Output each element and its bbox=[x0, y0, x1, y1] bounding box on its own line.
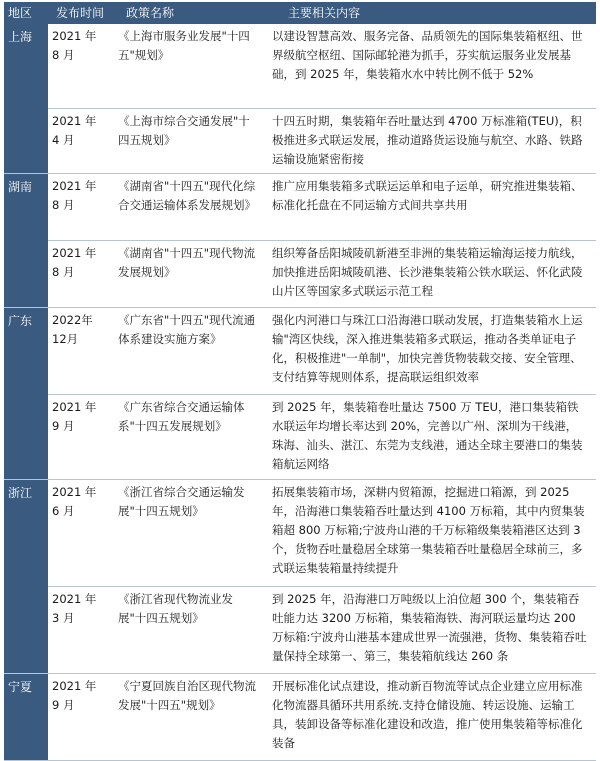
policy-name: 《上海市服务业发展"十四五"规划》 bbox=[118, 29, 250, 62]
region-name: 宁夏 bbox=[4, 674, 48, 760]
header-policy: 政策名称 bbox=[126, 5, 175, 20]
policy-name: 《上海市综合交通发展"十四五规划》 bbox=[118, 114, 250, 147]
table-row bbox=[48, 24, 596, 108]
policy-name: 《宁夏回族自治区现代物流发展"十四五"规划》 bbox=[118, 679, 256, 712]
release-date: 2021 年 8 月 bbox=[52, 246, 97, 279]
table-row bbox=[48, 174, 596, 240]
policy-name: 《浙江省现代物流业发展"十四五规划》 bbox=[118, 592, 233, 625]
release-date: 2021 年 9 月 bbox=[52, 679, 97, 712]
region-name: 上海 bbox=[4, 24, 48, 173]
table-row bbox=[48, 240, 596, 307]
table-row bbox=[48, 308, 596, 394]
release-date: 2021 年 9 月 bbox=[52, 400, 97, 433]
header-content: 主要相关内容 bbox=[288, 5, 361, 20]
region-block bbox=[4, 480, 596, 674]
region-block bbox=[4, 174, 596, 308]
region-block bbox=[4, 308, 596, 480]
policy-name: 《湖南省"十四五"现代物流发展规划》 bbox=[118, 246, 256, 279]
header-date: 发布时间 bbox=[56, 5, 105, 20]
policy-content: 以建设智慧高效、服务完备、品质领先的国际集装箱枢纽、世界级航空枢纽、国际邮轮港为抓手，芬实航运服务业发展基础，到 2025 年，集装箱水水中转比例不低于 52% bbox=[272, 29, 583, 81]
policy-content: 十四五时期，集装箱年吞吐量达到 4700 万标准箱(TEU)，积极推进多式联运发展，推动道路货运设施与航空、水路、铁路运输设施紧密衔接 bbox=[272, 114, 583, 166]
policy-content: 组织筹备岳阳城陵矶新港至非洲的集装箱运输海运接力航线，加快推进岳阳城陵矶港、长沙港集装箱公铁水联运、怀化武陵山片区等国家多式联运示范工程 bbox=[272, 246, 583, 298]
region-block bbox=[4, 674, 596, 761]
policy-name: 《广东省综合交通运输体系"十四五发展规划》 bbox=[118, 400, 245, 433]
release-date: 2021 年 8 月 bbox=[52, 179, 97, 212]
region-name: 广东 bbox=[4, 308, 48, 479]
region-name: 湖南 bbox=[4, 174, 48, 307]
release-date: 2021 年 6 月 bbox=[52, 485, 97, 518]
policy-table bbox=[4, 2, 596, 761]
release-date: 2021 年 8 月 bbox=[52, 29, 97, 62]
table-row bbox=[48, 586, 596, 673]
table-row bbox=[48, 674, 596, 760]
table-header bbox=[4, 2, 596, 24]
policy-content: 推广应用集装箱多式联运运单和电子运单，研究推进集装箱、标准化托盘在不同运输方式间共享共用 bbox=[272, 179, 583, 212]
table-row bbox=[48, 108, 596, 173]
policy-content: 强化内河港口与珠江口沿海港口联动发展，打造集装箱水上运输"湾区快线，深入推进集装箱多式联运，推动各类单证电子化，积极推进"一单制"，加快完善货物装载交接、安全管理、支付结算等规则体系，提高联运组织效率 bbox=[272, 313, 583, 384]
policy-content: 拓展集装箱市场，深耕内贸箱源，挖掘进口箱源，到 2025 年，沿海港口集装箱吞吐量达到 4100 万标箱，其中内贸集装箱超 800 万标箱;宁波舟山港的千万标箱级集装箱港区达到 3 个，货物吞吐量稳居全球第一集装箱吞吐量稳居全球前三，多式联运集装箱量持续提升 bbox=[272, 485, 585, 575]
release-date: 2021 年 3 月 bbox=[52, 592, 97, 625]
policy-content: 开展标准化试点建设，推动新百物流等试点企业建立应用标准化物流器具循环共用系统.支持仓储设施、转运设施、运输工具，装卸设备等标准化建设和改造，推广使用集装箱等标准化装备 bbox=[272, 679, 583, 750]
policy-name: 《湖南省"十四五"现代化综合交通运输体系发展规划》 bbox=[118, 179, 256, 212]
policy-content: 到 2025 年，集装箱卷吐量达 7500 万 TEU，港口集装箱铁水联运年均增长率达到 20%，完善以广州、深圳为干线港，珠海、汕头、湛江、东莞为支线港，通达全球主要港口的集装箱航运网络 bbox=[272, 400, 583, 471]
region-name: 浙江 bbox=[4, 480, 48, 673]
table-row bbox=[48, 480, 596, 586]
policy-content: 到 2025 年，沿海港口万吨级以上泊位超 300 个，集装箱吞吐能力达 3200 万标箱，集装箱海铁、海河联运量均达 200 万标箱:宁波舟山港基本建成世界一流强港，货物、集装箱吞吐量保持全球第一、第三，集装箱航线达 260 条 bbox=[272, 592, 587, 663]
region-block bbox=[4, 24, 596, 174]
table-row bbox=[48, 394, 596, 479]
release-date: 2021 年 4 月 bbox=[52, 114, 97, 147]
policy-name: 《浙江省综合交通运输发展"十四五规划》 bbox=[118, 485, 245, 518]
policy-name: 《广东省"十四五"现代流通体系建设实施方案》 bbox=[118, 313, 256, 346]
release-date: 2022年12月 bbox=[52, 313, 93, 346]
header-region: 地区 bbox=[8, 5, 33, 20]
